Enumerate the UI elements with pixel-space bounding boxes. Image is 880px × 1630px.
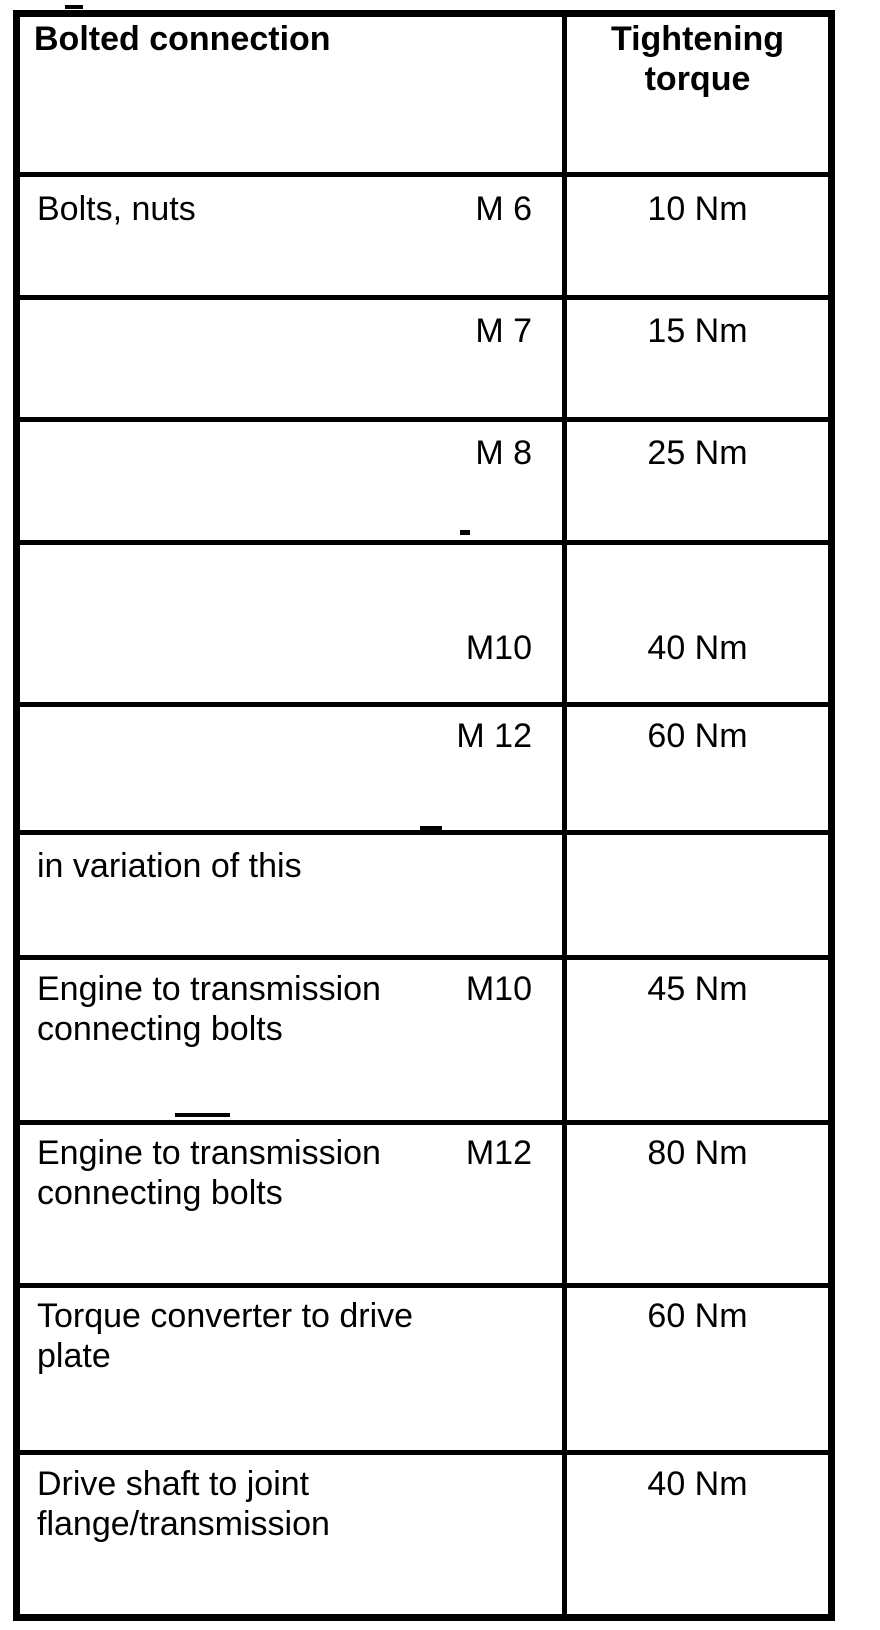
torque-cell [567,960,828,1120]
torque-value: 45 Nm [647,970,748,1008]
torque-cell [567,835,828,955]
torque-cell [567,422,828,540]
header-cell-torque [567,17,828,172]
connection-cell [20,300,567,417]
bolt-size: M 12 [456,717,532,755]
torque-cell [567,1125,828,1283]
connection-line: plate [37,1337,111,1375]
scan-artifact [65,5,83,9]
connection-cell [20,1455,567,1614]
torque-cell [567,707,828,830]
torque-value: 80 Nm [647,1134,748,1172]
torque-value: 40 Nm [647,629,748,667]
torque-cell [567,1455,828,1614]
table-row [20,960,828,1125]
connection-text [37,189,196,229]
connection-text [37,1296,413,1376]
table-row [20,177,828,300]
connection-cell [20,545,567,702]
connection-line: Engine to transmission [37,1134,381,1172]
torque-value: 10 Nm [647,190,748,228]
table-header-row [20,17,828,177]
table-row [20,545,828,707]
torque-cell [567,177,828,295]
torque-value: 60 Nm [647,717,748,755]
bolt-size: M10 [465,970,532,1008]
torque-value: 15 Nm [647,312,748,350]
table-row [20,422,828,545]
connection-cell [20,177,567,295]
connection-line: connecting bolts [37,1174,283,1212]
connection-text [37,1133,381,1213]
connection-text [37,846,302,886]
bolt-size: M 6 [475,190,532,228]
table-row [20,1455,828,1614]
connection-text [37,1464,330,1544]
table-row [20,707,828,835]
connection-cell [20,960,567,1120]
connection-line: flange/transmission [37,1505,330,1543]
connection-line: in variation of this [37,847,302,885]
connection-cell [20,1125,567,1283]
header-label-connection: Bolted connection [34,20,331,58]
bolt-size: M12 [465,1134,532,1172]
torque-table [13,10,835,1621]
scan-artifact [420,826,442,830]
bolt-size: M 8 [475,434,532,472]
connection-line: Engine to transmission [37,970,381,1008]
connection-cell [20,1288,567,1450]
table-row [20,1125,828,1288]
table-row [20,835,828,960]
connection-cell [20,707,567,830]
header-label-torque: Tightening torque [610,20,785,98]
connection-text [37,969,381,1049]
table-row [20,300,828,422]
connection-cell [20,422,567,540]
header-cell-connection [20,17,567,172]
torque-value: 40 Nm [647,1465,748,1503]
torque-value: 25 Nm [647,434,748,472]
connection-line: Bolts, nuts [37,190,196,228]
torque-cell [567,1288,828,1450]
connection-line: Torque converter to drive [37,1297,414,1335]
scan-artifact [175,1113,230,1117]
bolt-size: M10 [465,629,532,667]
torque-cell [567,545,828,702]
torque-cell [567,300,828,417]
scan-artifact [460,530,470,535]
connection-line: Drive shaft to joint [37,1465,310,1503]
table-row [20,1288,828,1455]
torque-value: 60 Nm [647,1297,748,1335]
connection-cell [20,835,567,955]
bolt-size: M 7 [475,312,532,350]
connection-line: connecting bolts [37,1010,283,1048]
